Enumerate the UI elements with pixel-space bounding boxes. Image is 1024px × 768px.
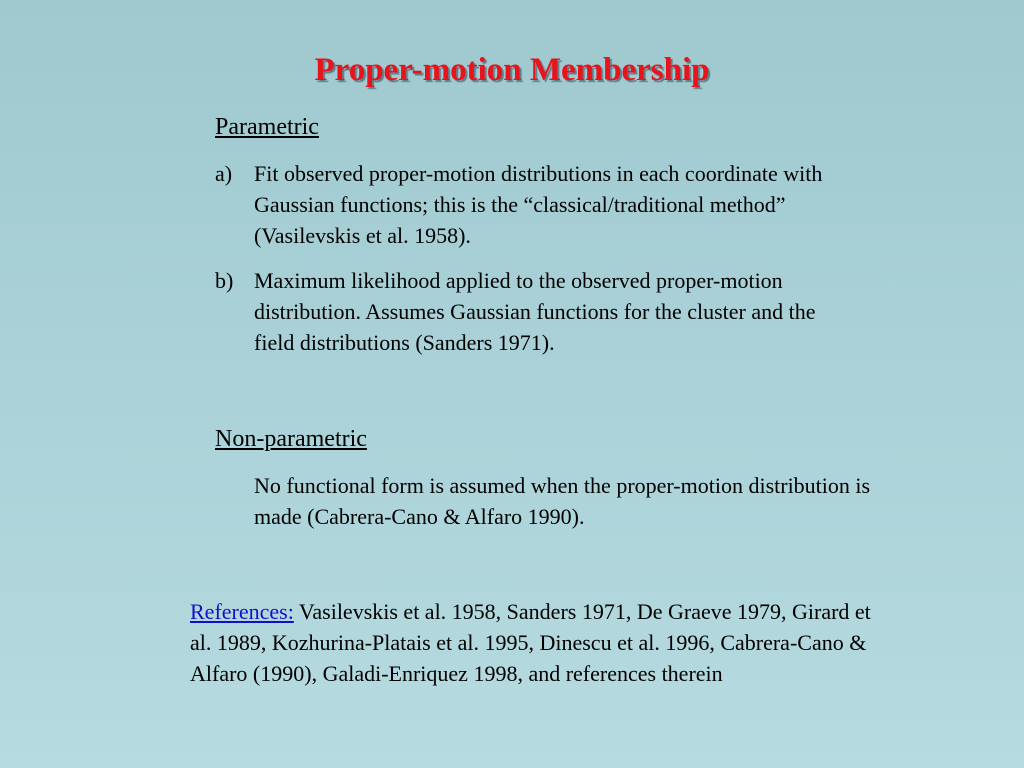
parametric-heading: Parametric — [215, 114, 319, 140]
item-text-a: Fit observed proper-motion distributions in each coordinate with Gaussian functions; this is the “classical/traditional method” (Vasilevskis et al. 1958). — [254, 161, 823, 248]
item-marker-b: b) — [215, 268, 234, 293]
references-text: Vasilevskis et al. 1958, Sanders 1971, De Graeve 1979, Girard et al. 1989, Kozhurina-Platais et al. 1995, Dinescu et al. 1996, Cabrera-Cano & Alfaro (1990), Galadi-Enriquez 1998, and references therein — [190, 599, 871, 686]
slide-title: Proper-motion Membership — [314, 52, 710, 88]
references-link[interactable]: References: — [190, 599, 294, 624]
item-marker-a: a) — [215, 161, 233, 186]
item-text-b: Maximum likelihood applied to the observed proper-motion distribution. Assumes Gaussian functions for the cluster and the field distributions (Sanders 1971). — [254, 268, 816, 355]
parametric-item-a — [215, 158, 855, 251]
parametric-item-b — [215, 265, 855, 358]
nonparametric-heading: Non-parametric — [215, 426, 367, 452]
nonparametric-text: No functional form is assumed when the proper-motion distribution is made (Cabrera-Cano & Alfaro 1990). — [254, 473, 871, 529]
references-block — [190, 596, 880, 689]
